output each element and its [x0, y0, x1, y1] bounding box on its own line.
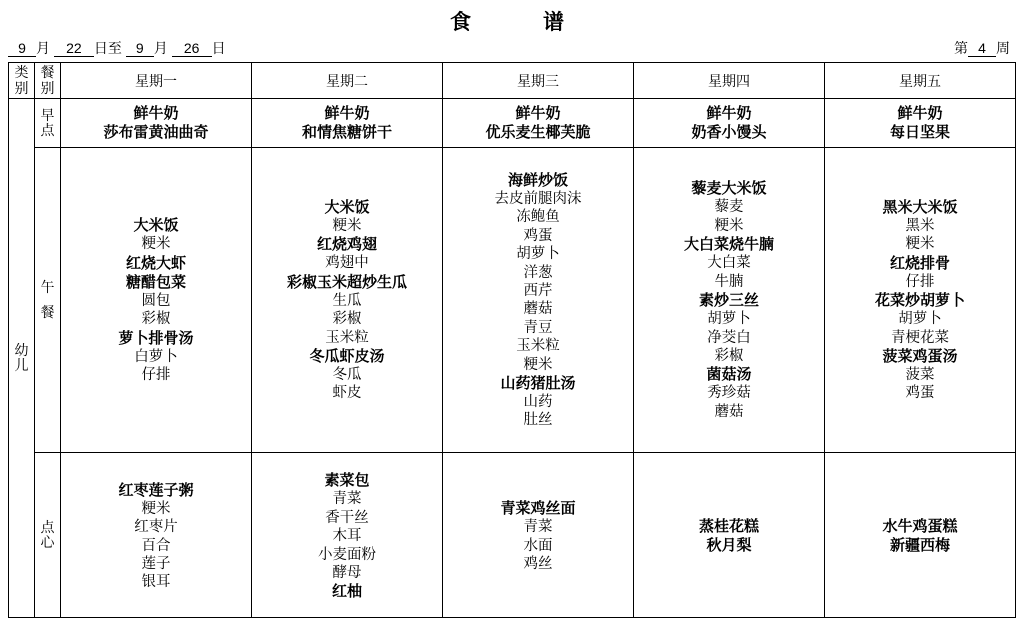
start-day: 22 — [54, 40, 94, 57]
meal-label-lunch: 午 餐 — [35, 148, 61, 453]
dish-item: 萝卜排骨汤 — [118, 329, 194, 347]
dish-item: 素菜包 — [324, 472, 370, 490]
dish-item: 鸡蛋 — [905, 385, 935, 402]
dish-item: 青豆 — [523, 319, 553, 336]
cell-lunch-thu — [634, 148, 825, 453]
week-prefix: 第 — [954, 40, 968, 56]
cell-lunch-mon — [61, 148, 252, 453]
dish-item: 大米饭 — [133, 217, 179, 235]
dish-list — [444, 169, 632, 432]
dish-item: 彩椒 — [714, 348, 744, 364]
dish-item: 秀珍菇 — [707, 385, 751, 402]
dish-item: 莲子 — [141, 556, 171, 573]
dish-list — [635, 177, 823, 423]
dish-item: 香干丝 — [325, 509, 369, 526]
meal-label-breakfast: 早 点 — [35, 99, 61, 148]
dish-item: 西芹 — [523, 282, 553, 299]
cell-snack-mon — [61, 453, 252, 618]
dish-item: 冬瓜虾皮汤 — [309, 348, 385, 365]
dish-item: 红烧排骨 — [889, 254, 950, 272]
dish-item: 菌菇汤 — [706, 366, 752, 384]
dish-item: 玉米粒 — [325, 329, 369, 346]
cell-lunch-wed — [443, 148, 634, 453]
dish-item: 红柚 — [331, 583, 362, 601]
dish-list: 鲜牛奶 莎布雷黄油曲奇 — [103, 105, 209, 142]
dish-item: 水面 — [523, 537, 553, 554]
dish-item: 红烧鸡翅 — [316, 236, 377, 254]
dish-item: 粳米 — [905, 236, 935, 253]
dish-item: 青菜鸡丝面 — [500, 500, 576, 518]
table-row-snack — [9, 453, 1016, 618]
cell-breakfast-fri — [825, 99, 1016, 148]
dish-list: 鲜牛奶 和情焦糖饼干 — [301, 105, 392, 142]
dish-item: 彩椒 — [141, 311, 171, 328]
dish-item: 青菜 — [332, 491, 362, 508]
dish-item: 牛腩 — [714, 273, 744, 290]
dish-item: 粳米 — [523, 356, 553, 373]
category-cell — [9, 99, 35, 618]
dish-item: 粳米 — [141, 236, 171, 253]
cell-lunch-fri — [825, 148, 1016, 453]
week-indicator — [954, 38, 1010, 58]
dish-item: 黑米 — [905, 217, 935, 234]
end-day: 26 — [172, 40, 212, 57]
cell-breakfast-mon — [61, 99, 252, 148]
dish-item: 银耳 — [141, 574, 171, 591]
dish-item: 秋月梨 — [706, 537, 752, 555]
dish-item: 彩椒 — [332, 311, 362, 328]
week-suffix: 周 — [996, 40, 1010, 56]
dish-item: 大白菜烧牛腩 — [683, 236, 774, 254]
header-day-4: 星期四 — [634, 63, 825, 99]
dish-item: 仔排 — [141, 367, 171, 384]
cell-breakfast-thu — [634, 99, 825, 148]
header-day-3: 星期三 — [443, 63, 634, 99]
dish-item: 酵母 — [332, 564, 362, 581]
dish-item: 新疆西梅 — [889, 537, 950, 555]
header-meal — [35, 63, 61, 99]
dish-item: 藜麦大米饭 — [691, 180, 767, 198]
day-label: 日 — [211, 40, 226, 56]
meal-label-snack: 点 心 — [35, 453, 61, 618]
dish-item: 水牛鸡蛋糕 — [882, 518, 958, 536]
dish-list: 鲜牛奶 奶香小馒头 — [691, 105, 767, 142]
dish-item: 白萝卜 — [134, 348, 178, 365]
dish-item: 红枣莲子粥 — [118, 481, 194, 499]
dish-item: 糖醋包菜 — [125, 273, 186, 291]
header-day-2: 星期二 — [252, 63, 443, 99]
date-range — [8, 38, 226, 58]
dish-item: 胡萝卜 — [516, 246, 560, 263]
dish-item: 粳米 — [332, 217, 362, 234]
dish-item: 净茭白 — [707, 329, 751, 346]
dish-item: 去皮前腿肉沫 — [494, 190, 582, 207]
dish-item: 圆包 — [141, 292, 171, 309]
dish-item: 山药 — [523, 394, 553, 411]
dish-item: 胡萝卜 — [898, 311, 942, 328]
dish-item: 红烧大虾 — [125, 254, 186, 272]
header-category — [9, 63, 35, 99]
month-label-1: 月 — [36, 40, 50, 56]
header-day-5: 星期五 — [825, 63, 1016, 99]
dish-list — [444, 495, 632, 575]
dish-item: 鸡翅中 — [325, 255, 369, 272]
month-label-2: 月 — [153, 40, 168, 56]
dish-item: 玉米粒 — [516, 338, 560, 355]
menu-table — [8, 62, 1016, 618]
dish-item: 花菜炒胡萝卜 — [874, 292, 965, 310]
cell-breakfast-wed — [443, 99, 634, 148]
end-month: 9 — [126, 40, 154, 57]
header-meal-text: 餐 别 — [40, 64, 55, 96]
category-label: 幼 儿 — [14, 341, 29, 374]
dish-item: 百合 — [141, 537, 171, 554]
dish-item: 藜麦 — [714, 199, 744, 216]
dish-item: 蘑菇 — [523, 301, 553, 318]
header-day-1: 星期一 — [61, 63, 252, 99]
dish-item: 素炒三丝 — [698, 292, 759, 310]
to-label: 日至 — [93, 40, 122, 56]
dish-item: 生瓜 — [332, 292, 362, 309]
dish-list: 鲜牛奶 每日坚果 — [889, 105, 950, 142]
dish-item: 大白菜 — [707, 255, 751, 272]
dish-list — [635, 513, 823, 557]
dish-list — [62, 214, 250, 386]
dish-list: 鲜牛奶 优乐麦生椰芙脆 — [485, 105, 591, 142]
dish-item: 大米饭 — [324, 198, 370, 216]
dish-item: 粳米 — [714, 217, 744, 234]
dish-item: 菠菜 — [905, 367, 935, 384]
dish-item: 鸡蛋 — [523, 227, 553, 244]
dish-item: 虾皮 — [332, 385, 362, 402]
dish-list — [826, 513, 1014, 557]
dish-list — [826, 196, 1014, 405]
dish-item: 肚丝 — [523, 412, 553, 429]
table-header-row — [9, 63, 1016, 99]
dish-item: 冬瓜 — [332, 367, 362, 384]
dish-item: 胡萝卜 — [707, 311, 751, 328]
dish-item: 仔排 — [905, 273, 935, 290]
dish-item: 彩椒玉米超炒生瓜 — [286, 273, 407, 291]
week-number: 4 — [968, 40, 996, 57]
dish-list — [62, 477, 250, 594]
cell-snack-wed — [443, 453, 634, 618]
dish-list — [253, 196, 441, 405]
dish-item: 菠菜鸡蛋汤 — [882, 348, 958, 365]
table-row-lunch — [9, 148, 1016, 453]
dish-item: 海鲜炒饭 — [507, 171, 568, 189]
cell-snack-thu — [634, 453, 825, 618]
dish-item: 小麦面粉 — [318, 546, 376, 563]
meta-row — [0, 38, 1024, 60]
dish-item: 青梗花菜 — [891, 329, 949, 346]
dish-item: 冻鲍鱼 — [516, 209, 560, 226]
cell-lunch-tue — [252, 148, 443, 453]
dish-item: 鸡丝 — [523, 556, 553, 573]
table-row-breakfast — [9, 99, 1016, 148]
dish-item: 红枣片 — [134, 519, 178, 536]
cell-snack-tue — [252, 453, 443, 618]
dish-item: 粳米 — [141, 500, 171, 517]
dish-item: 蒸桂花糕 — [698, 518, 759, 536]
dish-item: 黑米大米饭 — [882, 198, 958, 216]
start-month: 9 — [8, 40, 36, 57]
dish-item: 木耳 — [332, 528, 362, 545]
cell-breakfast-tue — [252, 99, 443, 148]
dish-item: 蘑菇 — [714, 403, 744, 420]
cell-snack-fri — [825, 453, 1016, 618]
dish-list — [253, 467, 441, 603]
dish-item: 青菜 — [523, 519, 553, 536]
dish-item: 山药猪肚汤 — [500, 374, 576, 392]
dish-item: 洋葱 — [523, 264, 553, 281]
page-title: 食 谱 — [450, 11, 574, 34]
header-category-text: 类 别 — [14, 64, 29, 96]
